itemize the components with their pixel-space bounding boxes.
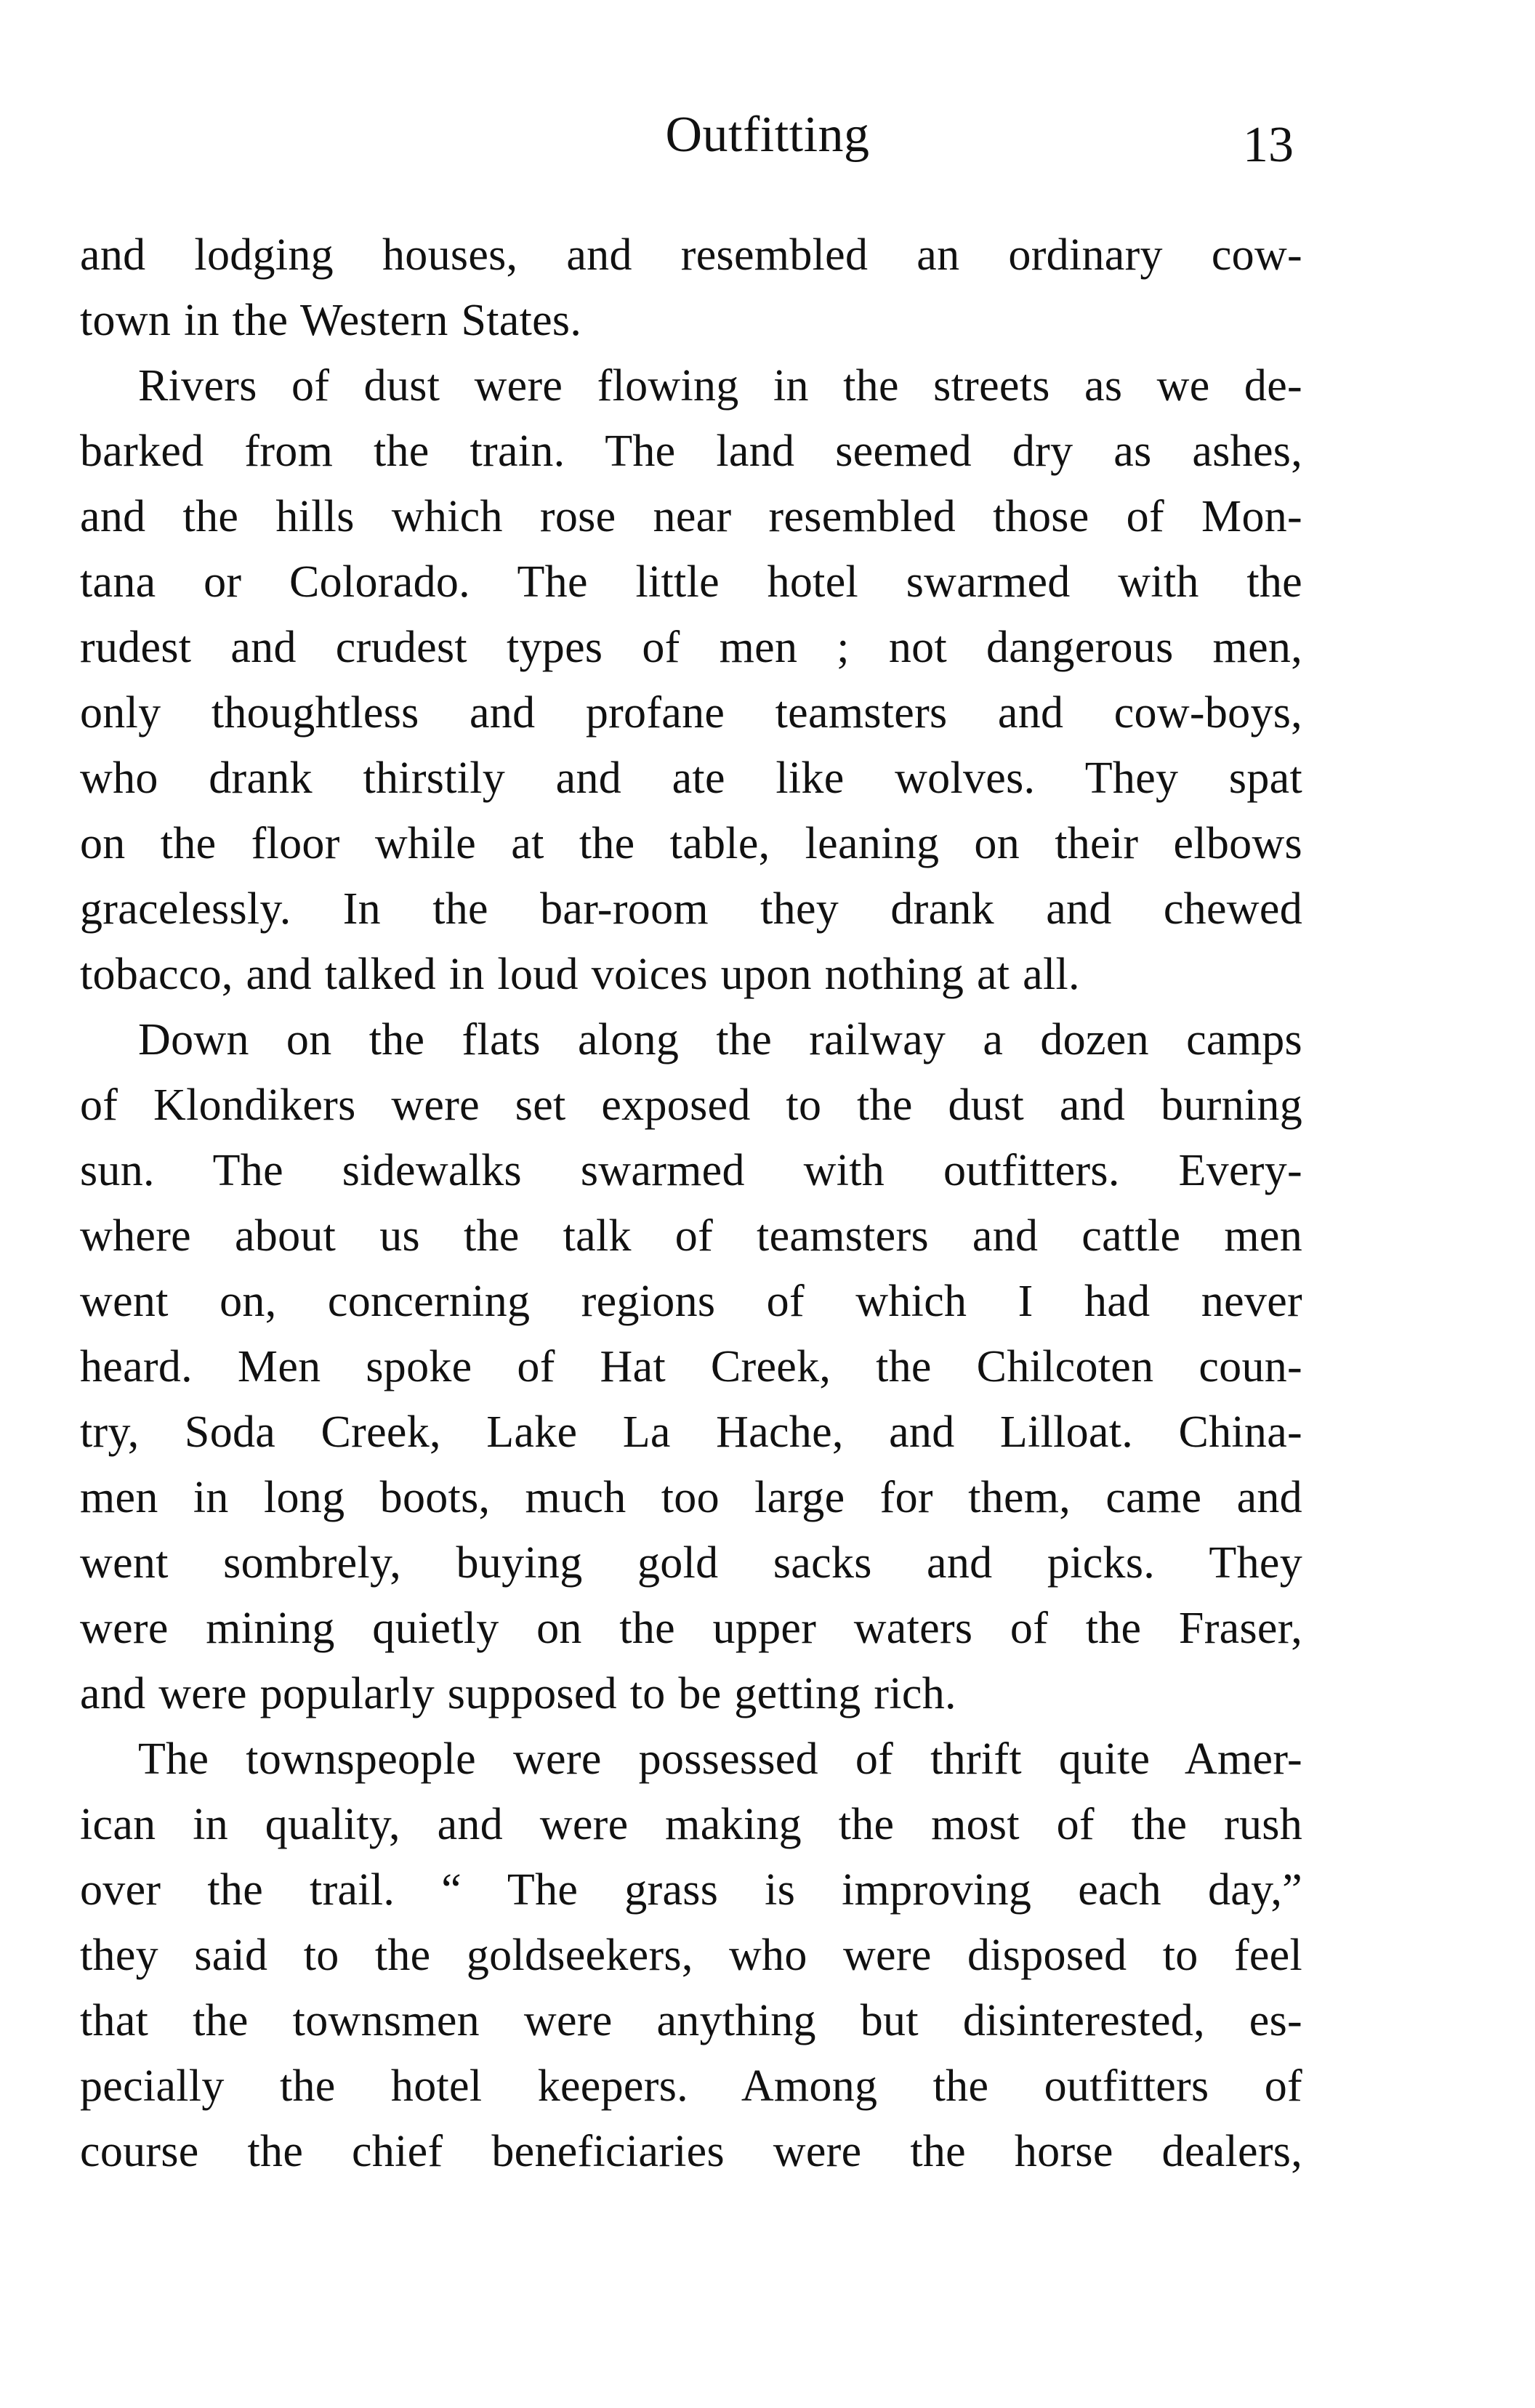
text-line: pecially the hotel keepers. Among the outfitters of (80, 2061, 1302, 2111)
text-line: over the trail. “ The grass is improving each day,” (80, 1865, 1302, 1915)
text-line: Rivers of dust were flowing in the streets as we de- (138, 361, 1302, 411)
page-number: 13 (1243, 117, 1294, 173)
text-line: and were popularly supposed to be getting rich. (80, 1669, 956, 1718)
text-line: barked from the train. The land seemed dry as ashes, (80, 427, 1302, 476)
paragraph (80, 1007, 1302, 1726)
text-line: tobacco, and talked in loud voices upon nothing at all. (80, 950, 1080, 999)
text-line: tana or Colorado. The little hotel swarmed with the (80, 557, 1302, 607)
text-line: heard. Men spoke of Hat Creek, the Chilcoten coun- (80, 1342, 1302, 1391)
text-line: went sombrely, buying gold sacks and picks. They (80, 1538, 1302, 1588)
text-line: on the floor while at the table, leaning on their elbows (80, 819, 1302, 868)
paragraph (80, 1726, 1302, 2184)
text-line: gracelessly. In the bar-room they drank and chewed (80, 884, 1302, 934)
text-line: try, Soda Creek, Lake La Hache, and Lilloat. China- (80, 1407, 1302, 1457)
text-line: course the chief beneficiaries were the horse dealers, (80, 2127, 1302, 2176)
running-title: Outfitting (665, 107, 870, 163)
text-line: rudest and crudest types of men ; not dangerous men, (80, 623, 1302, 672)
text-line: sun. The sidewalks swarmed with outfitters. Every- (80, 1146, 1302, 1195)
text-line: went on, concerning regions of which I had never (80, 1277, 1302, 1326)
body-text (80, 222, 1302, 2184)
text-line: town in the Western States. (80, 296, 582, 345)
paragraph (80, 222, 1302, 353)
paragraph (80, 353, 1302, 1007)
text-line: where about us the talk of teamsters and cattle men (80, 1211, 1302, 1261)
text-line: they said to the goldseekers, who were disposed to feel (80, 1931, 1302, 1980)
text-line: and lodging houses, and resembled an ordinary cow- (80, 230, 1302, 280)
text-line: were mining quietly on the upper waters of the Fraser, (80, 1604, 1302, 1653)
text-line: ican in quality, and were making the most of the rush (80, 1800, 1302, 1849)
text-line: that the townsmen were anything but disinterested, es- (80, 1996, 1302, 2045)
text-line: only thoughtless and profane teamsters and cow-boys, (80, 688, 1302, 738)
text-line: who drank thirstily and ate like wolves. They spat (80, 753, 1302, 803)
text-line: men in long boots, much too large for them, came and (80, 1473, 1302, 1522)
text-line: and the hills which rose near resembled those of Mon- (80, 492, 1302, 541)
text-line: of Klondikers were set exposed to the dust and burning (80, 1080, 1302, 1130)
text-line: The townspeople were possessed of thrift quite Amer- (138, 1734, 1302, 1784)
text-line: Down on the flats along the railway a dozen camps (138, 1015, 1302, 1064)
